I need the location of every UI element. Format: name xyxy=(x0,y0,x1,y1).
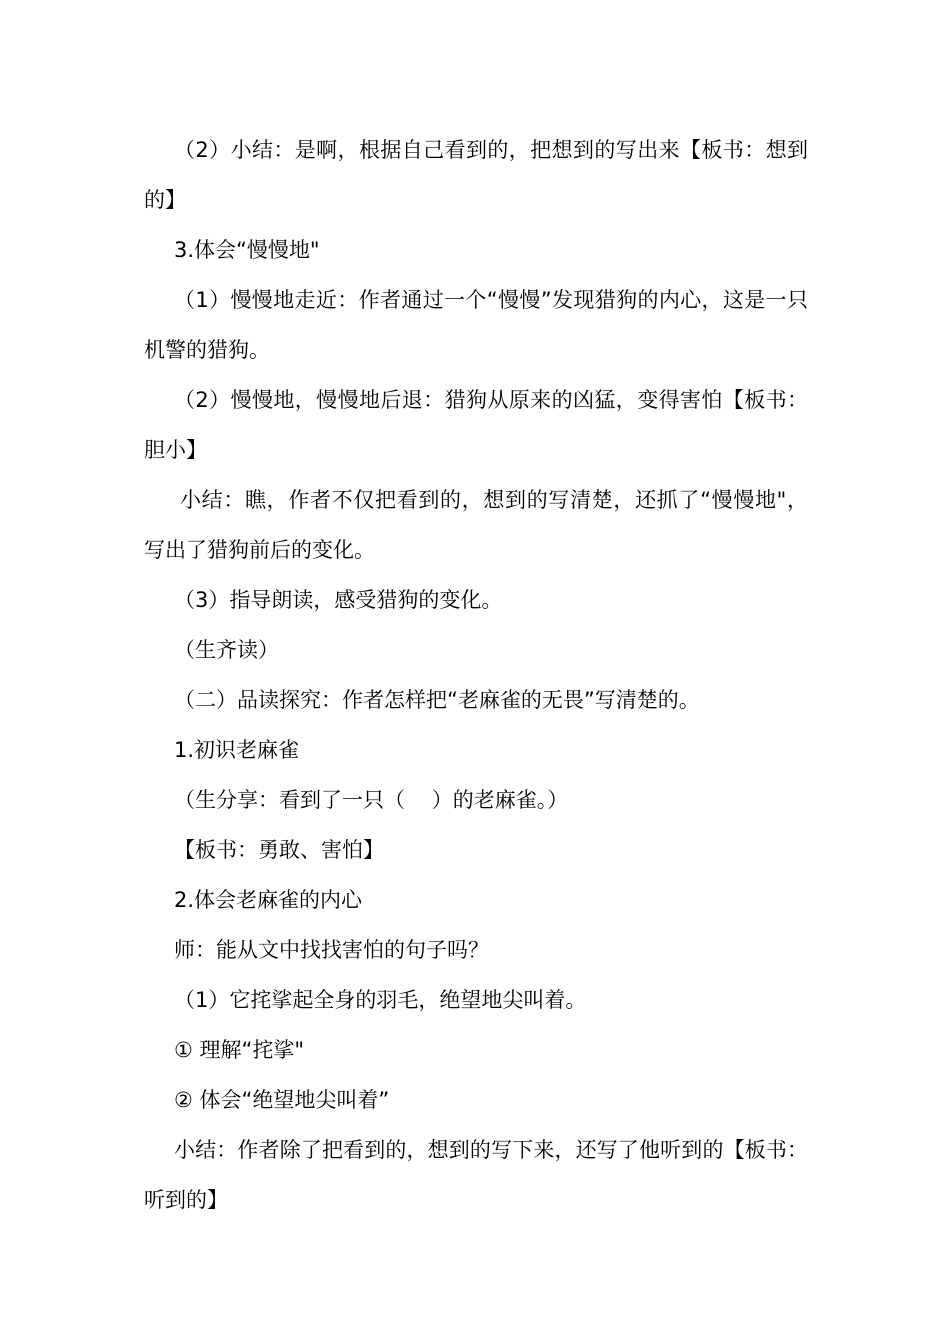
paragraph-heading-slowly: 3.体会“慢慢地" xyxy=(174,238,320,262)
paragraph-slowly-retreat: （2）慢慢地，慢慢地后退：猎狗从原来的凶猛，变得害怕【板书：胆小】 xyxy=(144,388,808,462)
paragraph-summary-change: 小结：瞧，作者不仅把看到的，想到的写清楚，还抓了“慢慢地"，写出了猎狗前后的变化。 xyxy=(144,488,808,562)
paragraph-item-understand: ① 理解“挓挲" xyxy=(174,1038,305,1062)
paragraph-guided-reading: （3）指导朗读，感受猎狗的变化。 xyxy=(174,588,503,612)
paragraph-item-experience: ② 体会“绝望地尖叫着” xyxy=(174,1088,390,1112)
paragraph-board-brave: 【板书：勇敢、害怕】 xyxy=(174,838,384,862)
paragraph-teacher-question: 师：能从文中找找害怕的句子吗？ xyxy=(174,938,489,962)
paragraph-slowly-approach: （1）慢慢地走近：作者通过一个“慢慢”发现猎狗的内心，这是一只机警的猎狗。 xyxy=(144,288,808,362)
paragraph-students-read: （生齐读） xyxy=(174,638,279,662)
paragraph-student-share: （生分享：看到了一只（ ）的老麻雀。） xyxy=(174,788,569,812)
paragraph-heading-inner-heart: 2.体会老麻雀的内心 xyxy=(174,888,363,912)
paragraph-quote-feathers: （1）它挓挲起全身的羽毛，绝望地尖叫着。 xyxy=(174,988,587,1012)
paragraph-summary-heard: 小结：作者除了把看到的，想到的写下来，还写了他听到的【板书：听到的】 xyxy=(144,1138,808,1212)
paragraph-section-two: （二）品读探究：作者怎样把“老麻雀的无畏”写清楚的。 xyxy=(174,688,700,712)
paragraph-summary-thought: （2）小结：是啊，根据自己看到的，把想到的写出来【板书：想到的】 xyxy=(144,138,808,212)
document-body xyxy=(144,125,808,1225)
paragraph-heading-first-sight: 1.初识老麻雀 xyxy=(174,738,300,762)
